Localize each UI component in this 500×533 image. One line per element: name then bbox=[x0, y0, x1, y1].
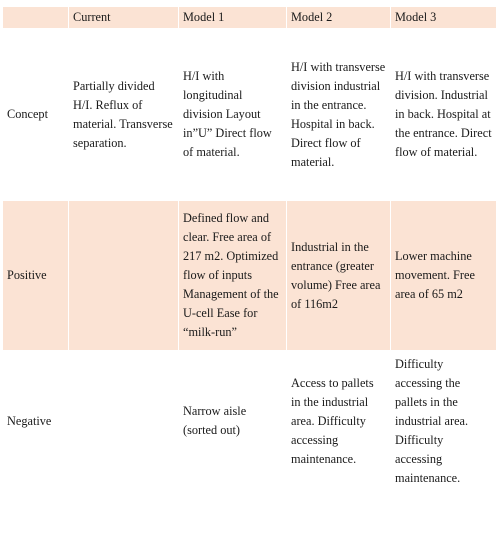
header-model-3: Model 3 bbox=[391, 7, 497, 29]
concept-current-cell: Partially divided H/I. Reflux of material. Transverse separation. bbox=[69, 29, 179, 201]
positive-model-2-cell: Industrial in the entrance (greater volume) Free area of 116m2 bbox=[287, 201, 391, 351]
positive-model-3-cell: Lower machine movement. Free area of 65 m2 bbox=[391, 201, 497, 351]
negative-model-1-cell: Narrow aisle (sorted out) bbox=[179, 351, 287, 492]
negative-model-3-cell: Difficulty accessing the pallets in the industrial area. Difficulty accessing maintenance. bbox=[391, 351, 497, 492]
concept-model-2-cell: H/I with transverse division industrial in the entrance. Hospital in back. Direct flow of material. bbox=[287, 29, 391, 201]
positive-current-cell bbox=[69, 201, 179, 351]
concept-model-1-cell: H/I with longitudinal division Layout in”U” Direct flow of material. bbox=[179, 29, 287, 201]
table-row-positive bbox=[3, 201, 497, 351]
table-row-concept bbox=[3, 29, 497, 201]
negative-model-2-cell: Access to pallets in the industrial area. Difficulty accessing maintenance. bbox=[287, 351, 391, 492]
concept-model-3-cell: H/I with transverse division. Industrial in back. Hospital at the entrance. Direct flow of material. bbox=[391, 29, 497, 201]
row-label-concept: Concept bbox=[3, 29, 69, 201]
row-label-negative: Negative bbox=[3, 351, 69, 492]
positive-model-1-cell: Defined flow and clear. Free area of 217 m2. Optimized flow of inputs Management of the U-cell Ease for “milk-run” bbox=[179, 201, 287, 351]
header-row bbox=[3, 7, 497, 29]
header-model-1: Model 1 bbox=[179, 7, 287, 29]
table-row-negative bbox=[3, 351, 497, 492]
negative-current-cell bbox=[69, 351, 179, 492]
header-corner-cell bbox=[3, 7, 69, 29]
header-current: Current bbox=[69, 7, 179, 29]
header-model-2: Model 2 bbox=[287, 7, 391, 29]
comparison-table bbox=[2, 6, 497, 492]
row-label-positive: Positive bbox=[3, 201, 69, 351]
